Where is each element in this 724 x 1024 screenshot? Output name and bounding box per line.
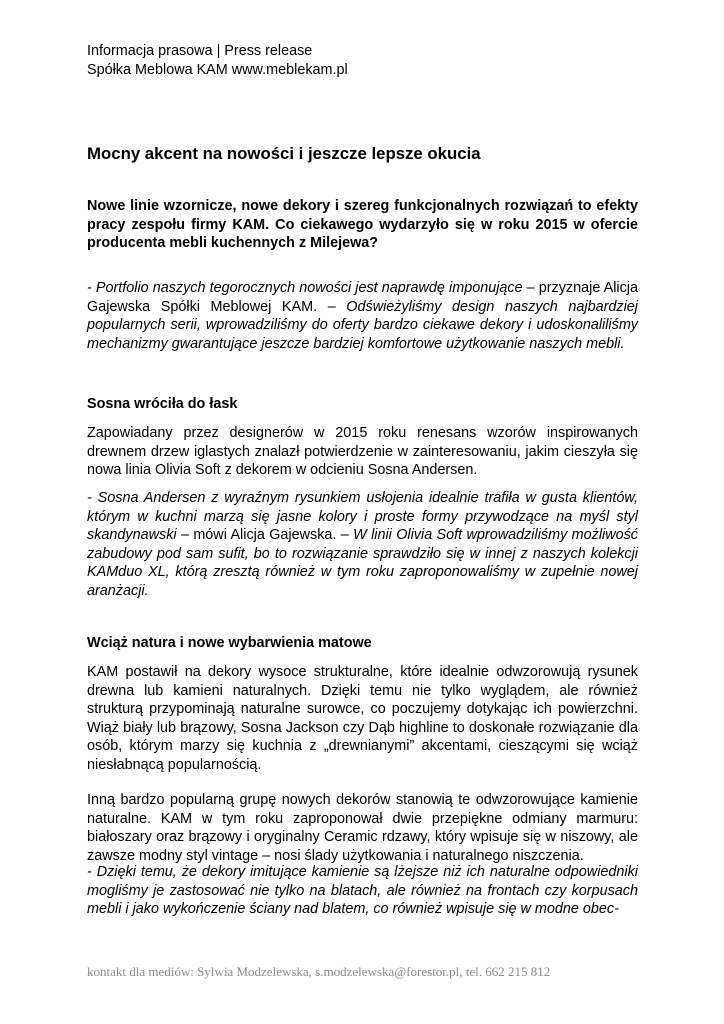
- section-heading-sosna: Sosna wróciła do łask: [87, 396, 238, 412]
- section-heading-natura: Wciąż natura i nowe wybarwienia matowe: [87, 635, 372, 651]
- section2-quote: - Dzięki temu, że dekory imitujące kamienie są lżejsze niż ich naturalne odpowiedniki mogliśmy je zastosować nie tylko na blatach, ale również na frontach czy korpusach mebli i jako wykończenie ściany nad blatem, co również wpisuje się w modne obec-: [87, 864, 638, 918]
- section1-paragraph-1: Zapowiadany przez designerów w 2015 roku renesans wzorów inspirowanych drewnem drzew iglastych znalazł potwierdzenie w zainteresowaniu, jakim cieszyła się nowa linia Olivia Soft z dekorem w odcieniu Sosna Andersen.: [87, 425, 638, 479]
- section1-attribution: – mówi Alicja Gajewska. –: [176, 527, 354, 544]
- header-line-press-release: Informacja prasowa | Press release: [87, 43, 313, 59]
- intro-quote-2: Odświeżyliśmy design naszych najbardziej popularnych serii, wprowadziliśmy do oferty bardzo ciekawe dekory i udoskonaliliśmy mechanizmy gwarantujące jeszcze bardziej komfortowe użytkowanie naszych mebli.: [87, 298, 638, 352]
- intro-paragraph: [87, 279, 638, 353]
- section1-quote-paragraph: [87, 489, 638, 601]
- header-line-company: Spółka Meblowa KAM www.meblekam.pl: [87, 61, 348, 78]
- section2-paragraph-1: KAM postawił na dekory wysoce strukturalne, które idealnie odwzorowują rysunek drewna lub kamieni naturalnych. Dzięki temu nie tylko wyglądem, ale również strukturą przypominają naturalne surowce, co poczujemy dotykając ich powierzchni. Wiąż biały lub brązowy, Sosna Jackson czy Dąb highline to doskonałe rozwiązanie dla osób, którym marzy się kuchnia z „drewnianymi” akcentami, cieszącymi się wciąż niesłabnącą popularnością.: [87, 664, 638, 773]
- intro-quote-1: - Portfolio naszych tegorocznych nowości jest naprawdę imponujące: [87, 280, 523, 296]
- page-title: Mocny akcent na nowości i jeszcze lepsze okucia: [87, 144, 481, 163]
- media-contact-footer: kontakt dla mediów: Sylwia Modzelewska, s.modzelewska@forestor.pl, tel. 662 215 812: [87, 964, 551, 979]
- section2-paragraph-2: Inną bardzo popularną grupę nowych dekorów stanowią te odwzorowujące kamienie naturalne. KAM w tym roku zaproponował dwie przepiękne odmiany marmuru: białoszary oraz brązowy i oryginalny Ceramic rdzawy, który wpisuje się w niszowy, ale zawsze modny styl vintage – nosi ślady użytkowania i naturalnego niszczenia.: [87, 792, 638, 864]
- section1-quote-1: - Sosna Andersen z wyraźnym rysunkiem usłojenia idealnie trafiła w gusta klientów, którym w kuchni marzą się jasne kolory i proste formy przywodzące na myśl styl skandynawski: [87, 490, 638, 544]
- lead-paragraph: Nowe linie wzornicze, nowe dekory i szereg funkcjonalnych rozwiązań to efekty pracy zespołu firmy KAM. Co ciekawego wydarzyło się w roku 2015 w ofercie producenta mebli kuchennych z Milejewa?: [87, 198, 638, 252]
- intro-attribution: – przyznaje Alicja Gajewska Spółki Meblowej KAM. –: [87, 280, 638, 315]
- section1-quote-2: W linii Olivia Soft wprowadziliśmy możliwość zabudowy pod sam sufit, bo to rozwiązanie sprawdziło się w innej z naszych kolekcji KAMduo XL, którą zresztą również w tym roku zaproponowaliśmy w zupełnie nowej aranżacji.: [87, 527, 638, 599]
- document-header: [87, 42, 647, 79]
